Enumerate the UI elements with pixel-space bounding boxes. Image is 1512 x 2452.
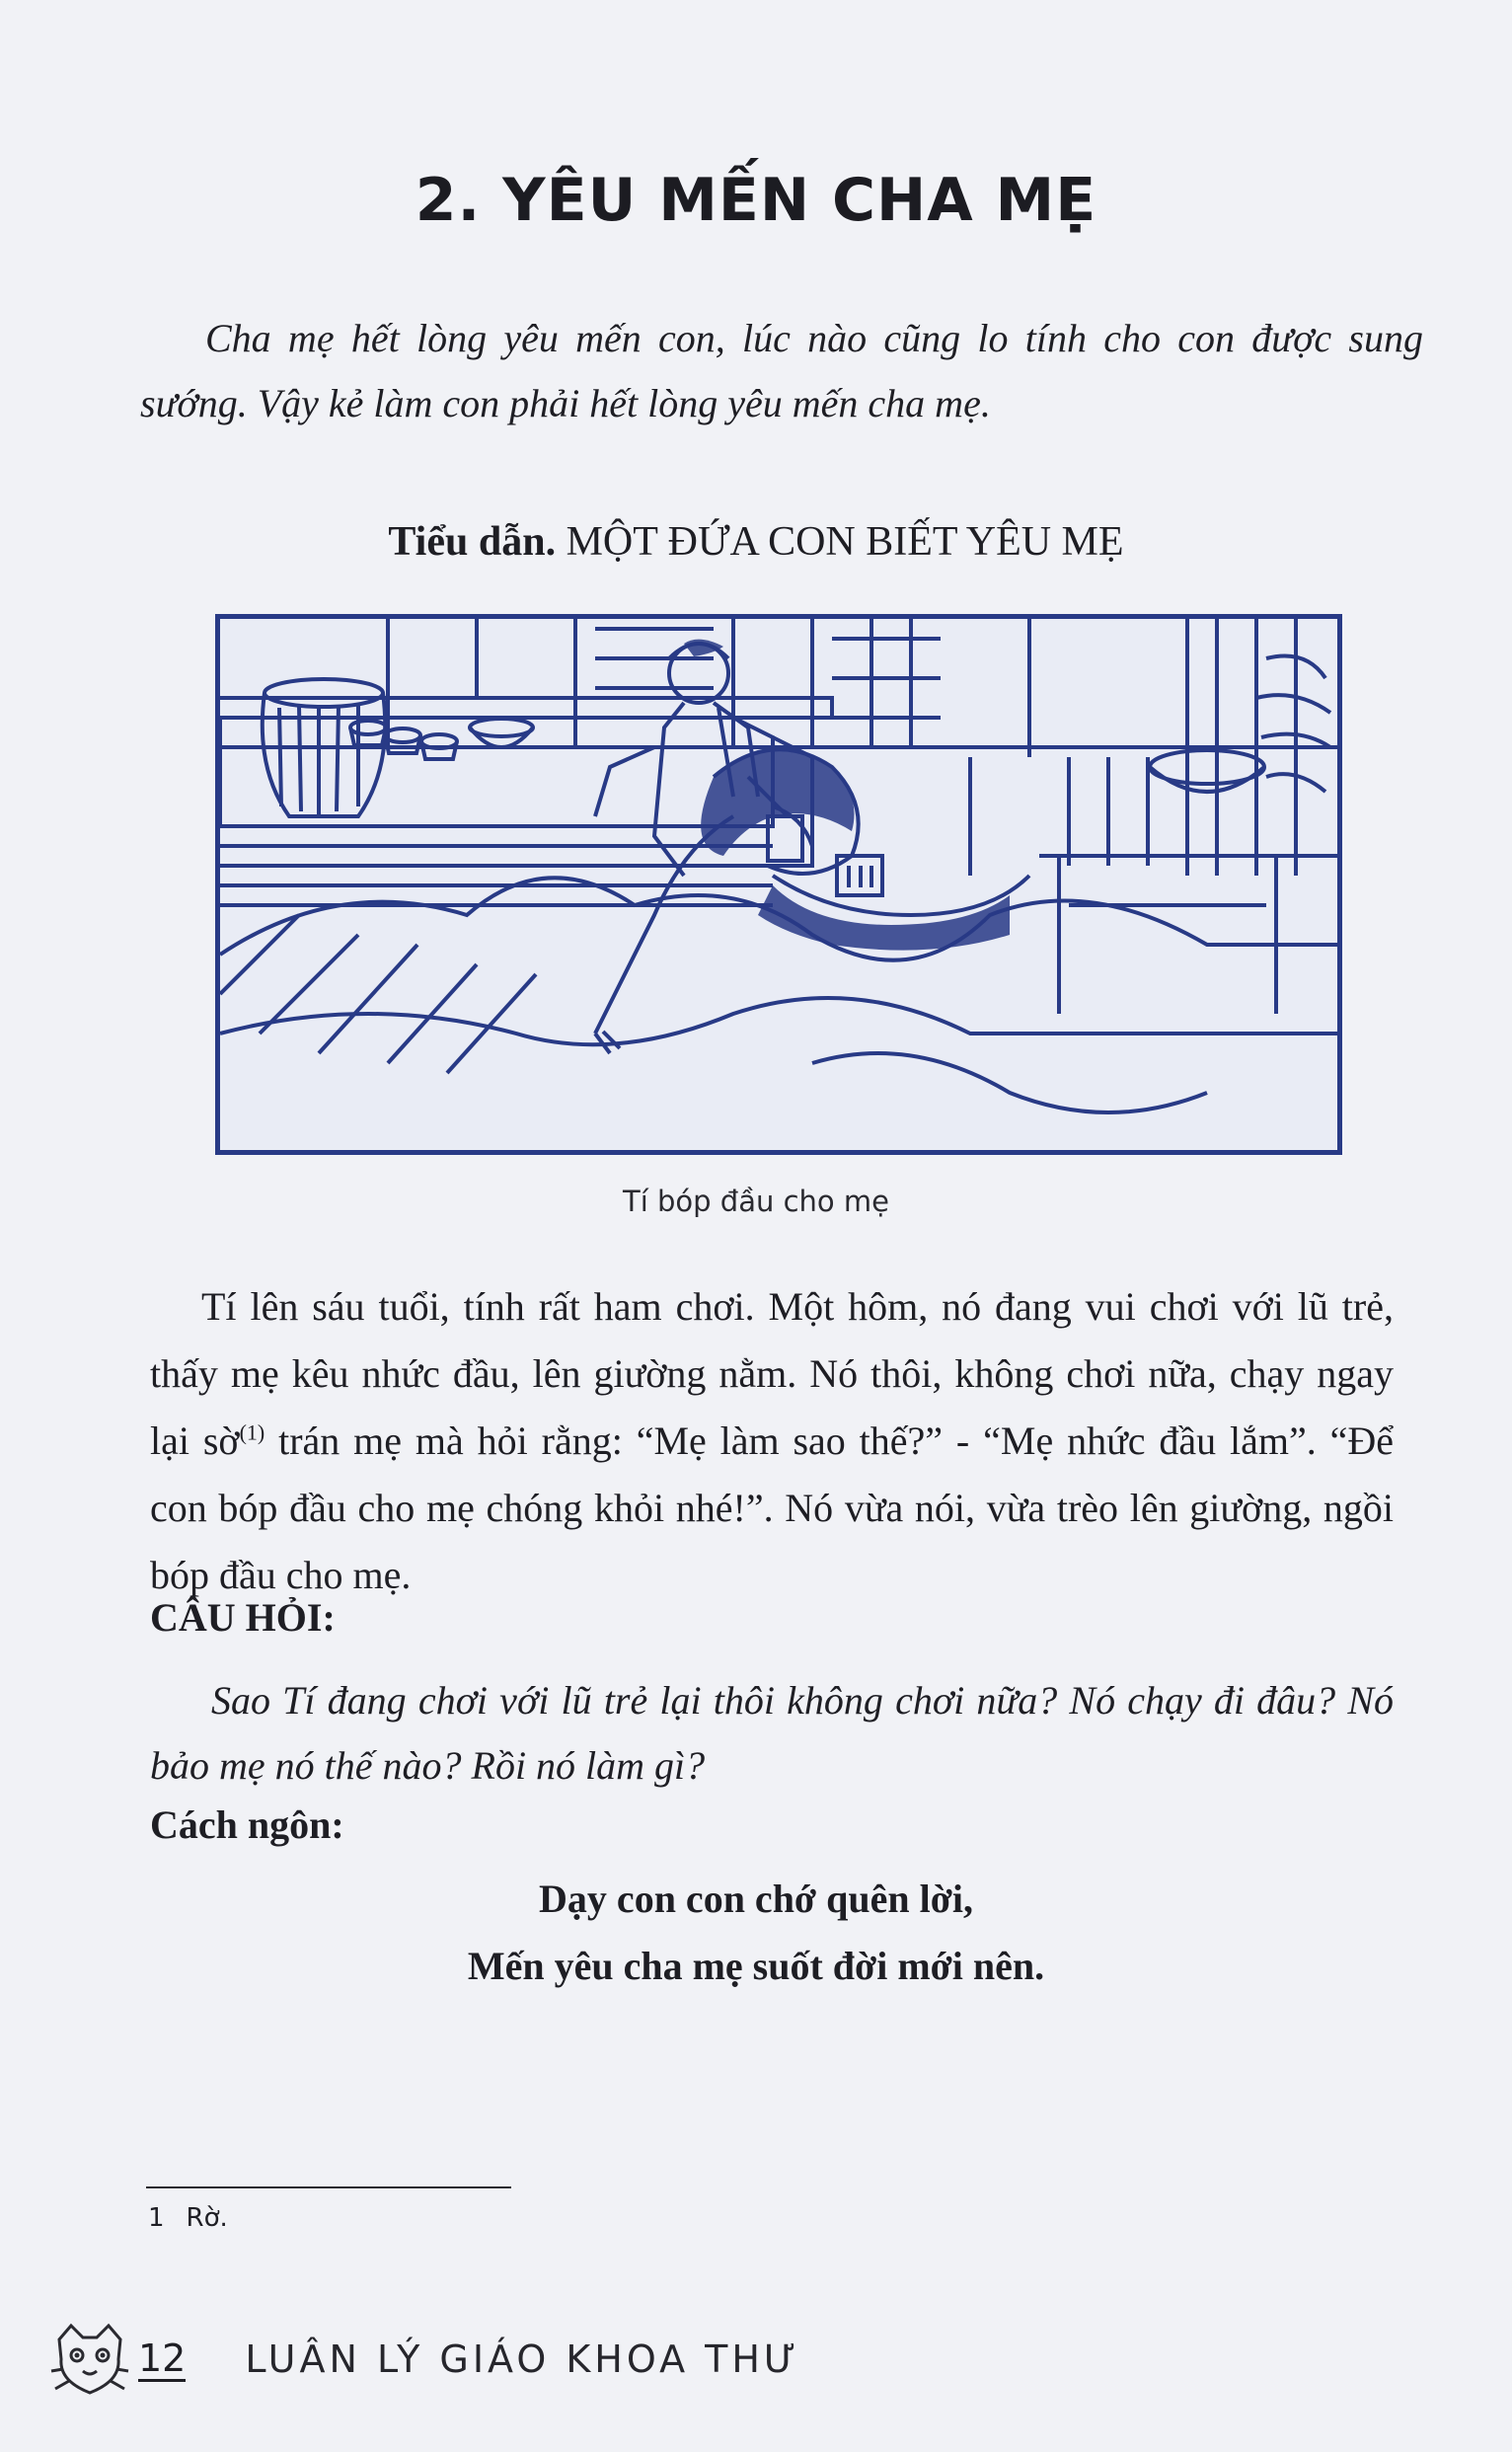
illustration-drawing	[220, 619, 1337, 1150]
footnote-reference: (1)	[239, 1419, 265, 1445]
story-subtitle	[0, 518, 1512, 566]
questions-heading: CÂU HỎI:	[150, 1595, 336, 1640]
lesson-title: 2. YÊU MẾN CHA MẸ	[415, 166, 1097, 235]
lesson-intro: Cha mẹ hết lòng yêu mến con, lúc nào cũng lo tính cho con được sung sướng. Vậy kẻ làm con phải hết lòng yêu mến cha mẹ.	[140, 316, 1423, 425]
page-number: 12	[138, 2336, 187, 2380]
proverb	[0, 1866, 1512, 2000]
proverb-heading: Cách ngôn:	[150, 1802, 344, 1847]
story-illustration	[215, 614, 1342, 1155]
page-footer	[49, 2320, 800, 2399]
questions-text: Sao Tí đang chơi với lũ trẻ lại thôi không chơi nữa? Nó chạy đi đâu? Nó bảo mẹ nó thế nào? Rồi nó làm gì?	[150, 1678, 1394, 1788]
proverb-line-1: Dạy con con chớ quên lời,	[539, 1877, 973, 1921]
footnote-text: Rờ.	[186, 2203, 228, 2233]
footnote	[148, 2203, 228, 2233]
footnote-number: 1	[148, 2203, 165, 2233]
story-text	[150, 1273, 1394, 1609]
mascot-icon	[49, 2320, 130, 2399]
proverb-line-2: Mến yêu cha mẹ suốt đời mới nên.	[467, 1944, 1045, 1988]
subtitle-text: MỘT ĐỨA CON BIẾT YÊU MẸ	[566, 519, 1124, 565]
footnote-divider	[146, 2186, 511, 2188]
subtitle-lead: Tiểu dẫn.	[388, 519, 557, 565]
book-title: LUÂN LÝ GIÁO KHOA THƯ	[245, 2337, 800, 2381]
illustration-caption: Tí bóp đầu cho mẹ	[623, 1185, 889, 1218]
story-part2: trán mẹ mà hỏi rằng: “Mẹ làm sao thế?” - “Mẹ nhức đầu lắm”. “Để con bóp đầu cho mẹ chóng khỏi nhé!”. Nó vừa nói, vừa trèo lên giường, ngồi bóp đầu cho mẹ.	[150, 1418, 1394, 1597]
story-part1: Tí lên sáu tuổi, tính rất ham chơi. Một hôm, nó đang vui chơi với lũ trẻ, thấy mẹ kêu nhức đầu, lên giường nằm. Nó thôi, không chơi nữa, chạy ngay lại sờ	[150, 1284, 1394, 1463]
